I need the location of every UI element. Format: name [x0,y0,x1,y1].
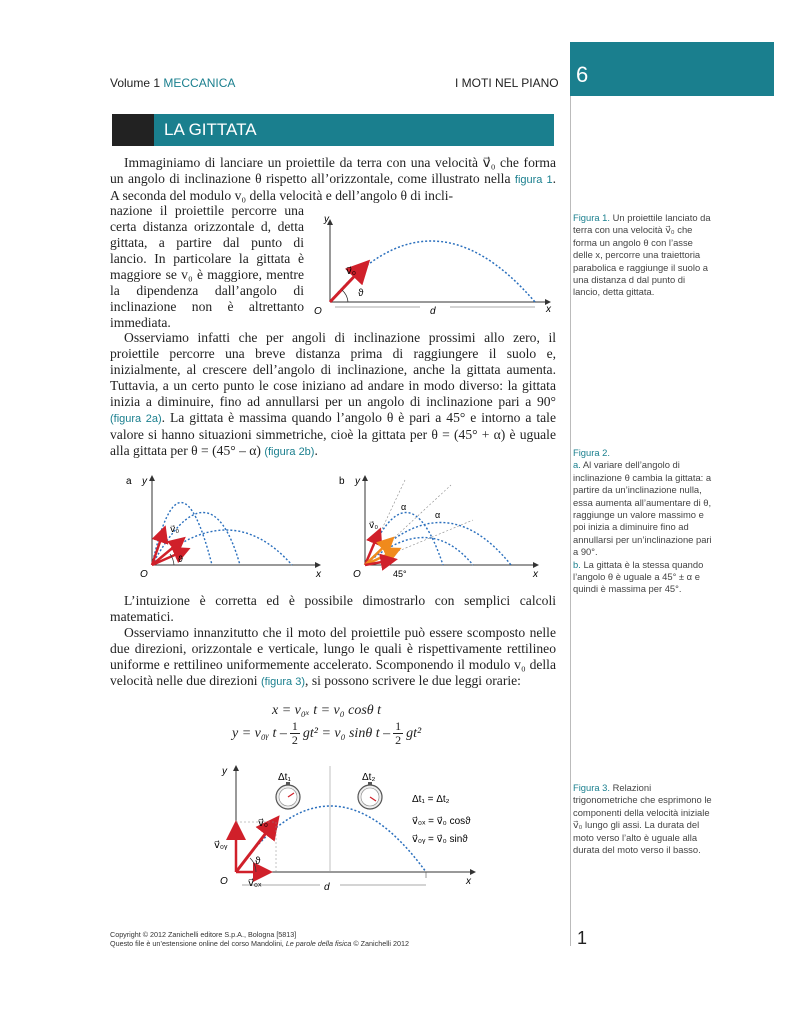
figure-1-link[interactable]: figura 1 [514,174,553,186]
stopwatch-2-icon [358,782,382,809]
section-label: MECCANICA [163,76,236,90]
fig2a-v0-label: v⃗₀ [170,524,180,534]
header-volume [110,76,235,90]
caption-figure-1 [573,212,713,299]
caption-1-text: Un proiettile lanciato da terra con una velocità v⃗₀ che forma un angolo θ con l’asse delle x, percorre una traiettoria parabolica e raggiunge il suolo a una distanza d dal punto di lancio, detta gittata. [573,212,711,298]
fig1-theta-label: ϑ [358,288,364,299]
paragraph-2-text-a: Osserviamo infatti che per angoli di inclinazione prossimi allo zero, il proiettile percorre una breve distanza prima di raggiungere il suolo e, inizialmente, al crescere dell’angolo di inclinazione, anche la gittata aumenta. Tuttavia, a un certo punto le cose iniziano ad andare in modo diverso: la gittata inizia a diminuire, fino ad annullarsi per un angolo di inclinazione pari a 90° [110,330,556,409]
fig3-eq-vy: v⃗₀ᵧ = v⃗₀ sinϑ [412,834,468,845]
fig1-d-label: d [430,306,436,317]
footer-line-2: Questo file è un’estensione online del corso Mandolini, Le parole della fisica © Zanichelli 2012 [110,939,409,948]
figure-2b-link[interactable]: (figura 2b) [264,446,315,458]
page-number: 1 [577,928,588,948]
fig2b-x-label: x [533,569,538,580]
figure-2a [120,470,330,582]
figure-2a-link[interactable]: (figura 2a) [110,413,162,425]
fig2b-y-label: y [355,476,360,487]
caption-2b-text: La gittata è la stessa quando l’angolo θ è uguale a 45° ± α e quindi è massima per 45°. [573,558,704,595]
fig2a-x-label: x [316,569,321,580]
figure-1 [310,210,560,320]
fig3-eq-vx: v⃗₀ₓ = v⃗₀ cosϑ [412,816,471,827]
footer [110,930,409,948]
fig1-v0-label: v⃗₀ [346,266,357,277]
fig3-eq-dt: Δt₁ = Δt₂ [412,794,450,805]
fraction-half-1: 1 2 [291,719,298,747]
chapter-number: 6 [576,62,589,87]
fig2b-45-label: 45° [393,569,407,579]
equation-2-mid: gt² = v₀ sinθ t – [302,725,391,741]
fig2b-origin-label: O [353,569,361,580]
caption-2-label: Figura 2. [573,447,610,458]
figure-3 [200,760,490,900]
caption-2a-marker: a. [573,459,581,471]
equation-2 [232,720,421,747]
figure-3-link[interactable]: (figura 3) [261,676,306,688]
caption-1-label: Figura 1. [573,212,610,223]
fig3-x-label: x [466,876,471,887]
paragraph-4-text-a: Osserviamo innanzitutto che il moto del proiettile può essere scomposto nelle due direzioni, orizzontale e verticale, lungo le quali è rispettivamente rettilineo uniforme e rettilineo uniformemente accelerato. Scomponendo il modulo v₀ della velocità nelle due direzioni [110,625,556,688]
fig1-origin-label: O [314,306,322,317]
paragraph-1 [110,155,556,204]
fig3-dt2-label: Δt₂ [362,772,376,783]
paragraph-1-after: . A seconda del modulo v₀ della velocità e dell’angolo θ di incli- [110,171,556,203]
equation-1: x = v₀ₓ t = v₀ cosθ t [272,703,382,718]
fig3-v0x-label: v⃗₀ₓ [248,878,262,889]
caption-3-label: Figura 3. [573,782,610,793]
paragraph-1-wrap: nazione il proiettile percorre una certa distanza orizzontale d, detta gittata, a partire dal punto di lancio. In particolare la gittata è maggiore se v₀ è maggiore, mentre la dipendenza dall’angolo di inclinazione non è altrettanto immediata. [110,203,304,330]
equation-2-left: y = v₀ᵧ t – [232,725,287,741]
fig2a-theta-label: ϑ [178,554,183,564]
caption-2b-marker: b. [573,558,581,570]
fraction-half-2: 1 2 [395,719,402,747]
paragraph-2-text-b: . La gittata è massima quando l’angolo θ è pari a 45° e intorno a tale valore si hanno situazioni simmetriche, cioè la gittata per θ = (45° + α) è uguale alla gittata per θ = (45° – α) [110,410,556,458]
stopwatch-1-icon [276,782,300,809]
fig3-d-label: d [324,882,330,893]
paragraph-3: L’intuizione è corretta ed è possibile dimostrarlo con semplici calcoli matematici. [110,593,556,624]
fig2a-y-label: y [142,476,147,487]
caption-figure-2 [573,447,713,596]
chapter-title: I MOTI NEL PIANO [455,76,559,90]
paragraph-1-text: Immaginiamo di lanciare un proiettile da terra con una velocità v⃗₀ che forma un angolo di inclinazione θ rispetto all’orizzontale, come illustrato nella [110,155,556,186]
caption-2a-text: Al variare dell’angolo di inclinazione θ cambia la gittata: a partire da un’inclinazione nulla, essa aumenta all’aumentare di θ, raggiunge un valore massimo e poi inizia a diminuire fino ad annullarsi per un’inclinazione pari a 90°. [573,459,712,558]
footer-copyright: Copyright © 2012 Zanichelli editore S.p.A., Bologna [5813] [110,930,297,939]
fig2a-label: a [126,476,132,487]
fig3-v0y-label: v⃗₀ᵧ [214,840,228,851]
fig2a-trajectory-2 [152,513,240,566]
paragraph-4 [110,625,556,690]
fig2a-origin-label: O [140,569,148,580]
fig1-x-label: x [546,304,551,315]
fig3-origin-label: O [220,876,228,887]
fig3-theta-label: ϑ [255,856,261,867]
equation-2-end: gt² [406,725,422,741]
fig2b-alpha-2: α [435,510,441,520]
volume-label: Volume 1 [110,76,161,90]
title-block-dark [112,114,154,146]
fig3-trajectory [236,806,426,872]
caption-3-text: Relazioni trigonometriche che esprimono le componenti della velocità iniziale v⃗₀ lungo gli assi. La durata del moto verso l’alto è uguale alla durata del moto verso il basso. [573,782,712,856]
margin-divider [570,96,571,946]
paragraph-2 [110,330,556,460]
section-title: LA GITTATA [164,120,257,139]
caption-figure-3 [573,782,713,856]
fig3-v0-label: v⃗₀ [258,818,269,829]
fig3-dt1-label: Δt₁ [278,772,291,783]
chapter-tab [570,42,774,96]
fig3-y-label: y [222,766,227,777]
paragraph-2-text-c: . [314,443,318,458]
fig1-y-label: y [324,214,329,225]
fig2b-label: b [339,476,345,487]
figure-2b [333,470,548,582]
fig2b-v0-label: v⃗₀ [369,520,379,530]
fig2b-alpha-1: α [401,502,407,512]
paragraph-4-text-b: , si possono scrivere le due leggi orarie: [305,673,521,688]
